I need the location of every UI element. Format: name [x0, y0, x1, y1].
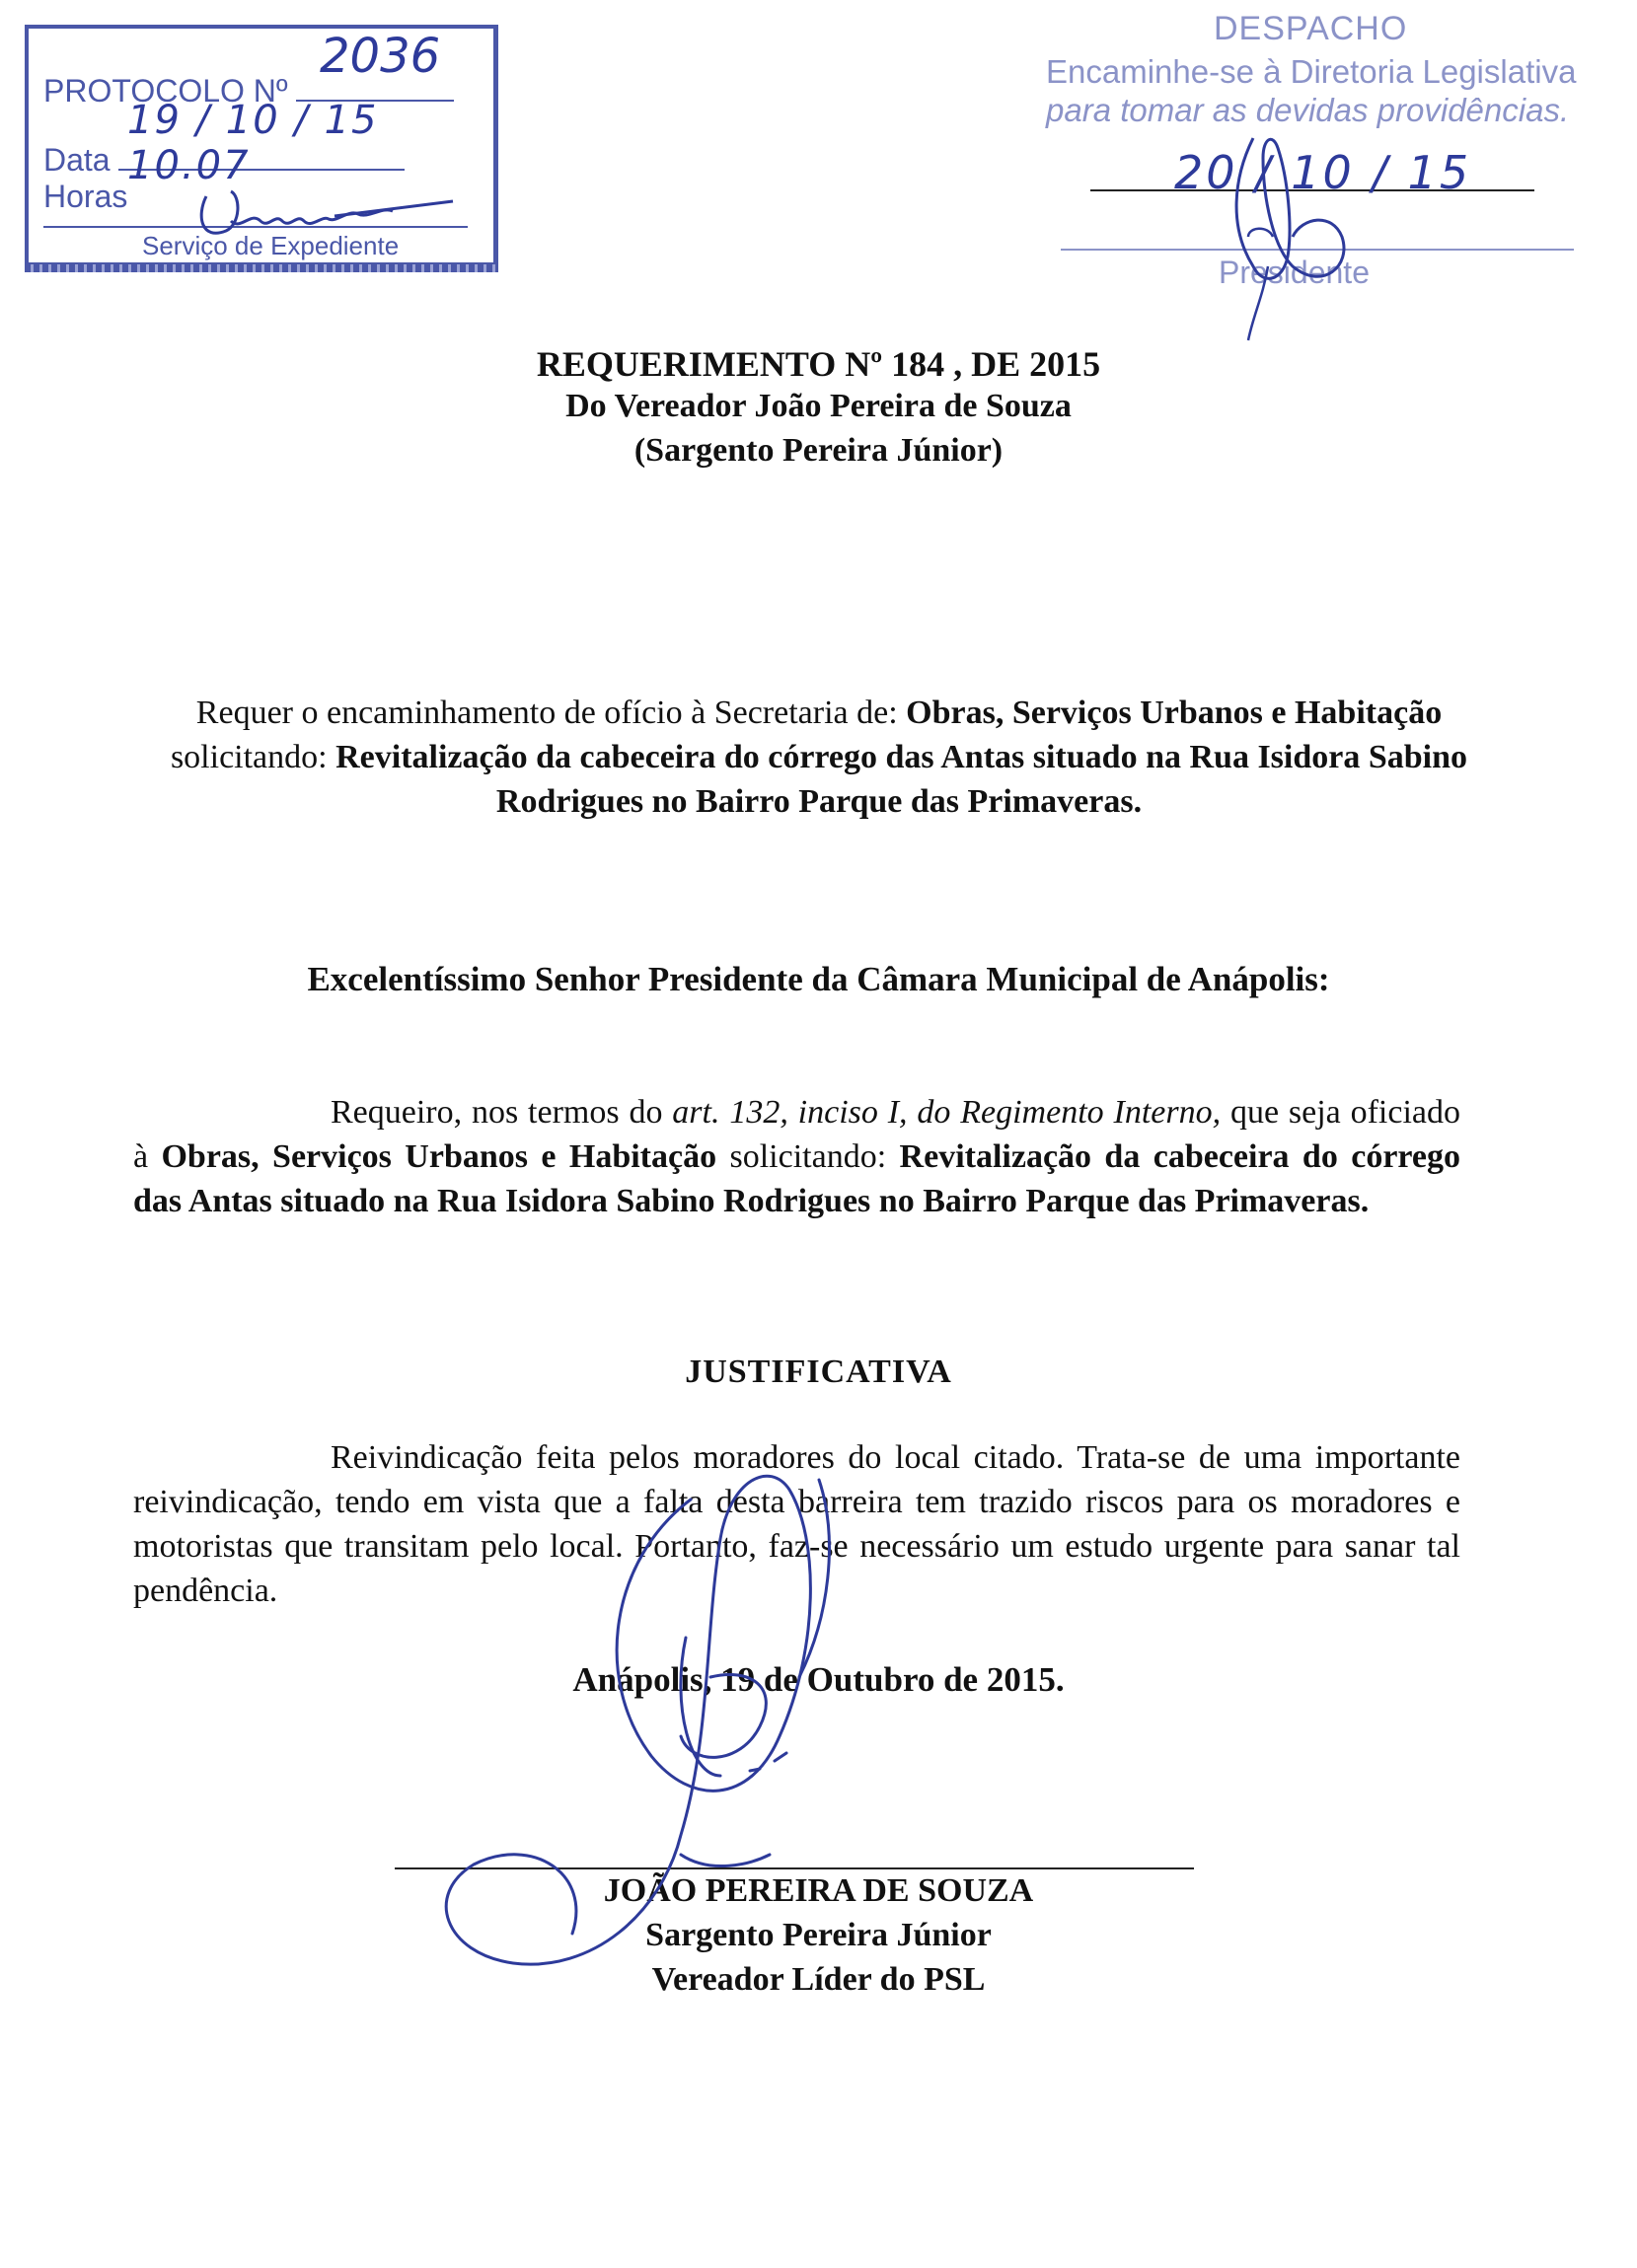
document-title: REQUERIMENTO Nº 184 , DE 2015: [536, 344, 1101, 384]
body-prefix: Requeiro, nos termos do: [331, 1094, 673, 1131]
document-author-nickname: (Sargento Pereira Júnior): [633, 432, 1004, 469]
signatory-nickname: Sargento Pereira Júnior: [645, 1917, 992, 1953]
request-intro: Requer o encaminhamento de ofício à Secretaria de:: [195, 695, 907, 731]
protocol-stamp-border-strip: [25, 264, 498, 272]
body-secretaria: Obras, Serviços Urbanos e Habitação: [161, 1138, 717, 1175]
despacho-stamp: [1026, 10, 1628, 306]
request-subject: Revitalização da cabeceira do córrego das Antas situado na Rua Isidora Sabino Rodrigues no Bairro Parque das Primaveras.: [335, 739, 1468, 820]
greeting: Excelentíssimo Senhor Presidente da Câmara Municipal de Anápolis:: [307, 960, 1330, 998]
body-subject: Revitalização da cabeceira do córrego das Antas situado na Rua Isidora Sabino Rodrigues no Bairro Parque das Primaveras.: [133, 1138, 1460, 1219]
signatory-role: Vereador Líder do PSL: [651, 1961, 986, 1998]
protocol-signature-scribble: [186, 177, 483, 251]
protocol-stamp: [25, 25, 498, 266]
protocol-date-handwritten: 19 / 10 / 15 10.07: [127, 98, 379, 188]
despacho-line-2: para tomar as devidas providências.: [1046, 92, 1570, 128]
despacho-title: DESPACHO: [1214, 10, 1408, 47]
document-author: Do Vereador João Pereira de Souza: [565, 388, 1072, 424]
body-legal-reference: art. 132, inciso I, do Regimento Interno,: [672, 1094, 1222, 1131]
protocol-service-label: Serviço de Expediente: [142, 231, 400, 260]
body-solicitando: solicitando:: [716, 1138, 900, 1175]
protocol-hours-label: Horas: [43, 179, 128, 214]
request-secretaria: Obras, Serviços Urbanos e Habitação: [906, 695, 1443, 731]
despacho-signature-scribble: [1194, 118, 1372, 345]
request-solicitando-label: solicitando:: [170, 739, 336, 775]
protocol-label: PROTOCOLO Nº: [43, 73, 288, 109]
body-paragraph: [133, 1090, 1460, 1223]
place-date: Anápolis, 19 de Outubro de 2015.: [572, 1660, 1065, 1699]
signatory-name: JOÃO PEREIRA DE SOUZA: [603, 1872, 1034, 1909]
protocol-date-label: Data: [43, 142, 111, 178]
justification-text: Reivindicação feita pelos moradores do local citado. Trata-se de uma importante reivindicação, tendo em vista que a falta desta barreira tem trazido riscos para os moradores e motoristas que transitam pelo local. Portanto, faz-se necessário um estudo urgente para sanar tal pendência.: [133, 1439, 1460, 1609]
despacho-role: Presidente: [1219, 255, 1370, 290]
protocol-number: 2036: [320, 29, 441, 84]
justification-title: JUSTIFICATIVA: [685, 1353, 952, 1390]
despacho-date-handwritten: 20 / 10 / 15: [1174, 146, 1472, 199]
request-paragraph: [138, 691, 1500, 824]
despacho-line-1: Encaminhe-se à Diretoria Legislativa: [1046, 53, 1577, 90]
body-mid: que seja oficiado à: [133, 1094, 1460, 1175]
signature-line: [395, 1867, 1194, 1869]
